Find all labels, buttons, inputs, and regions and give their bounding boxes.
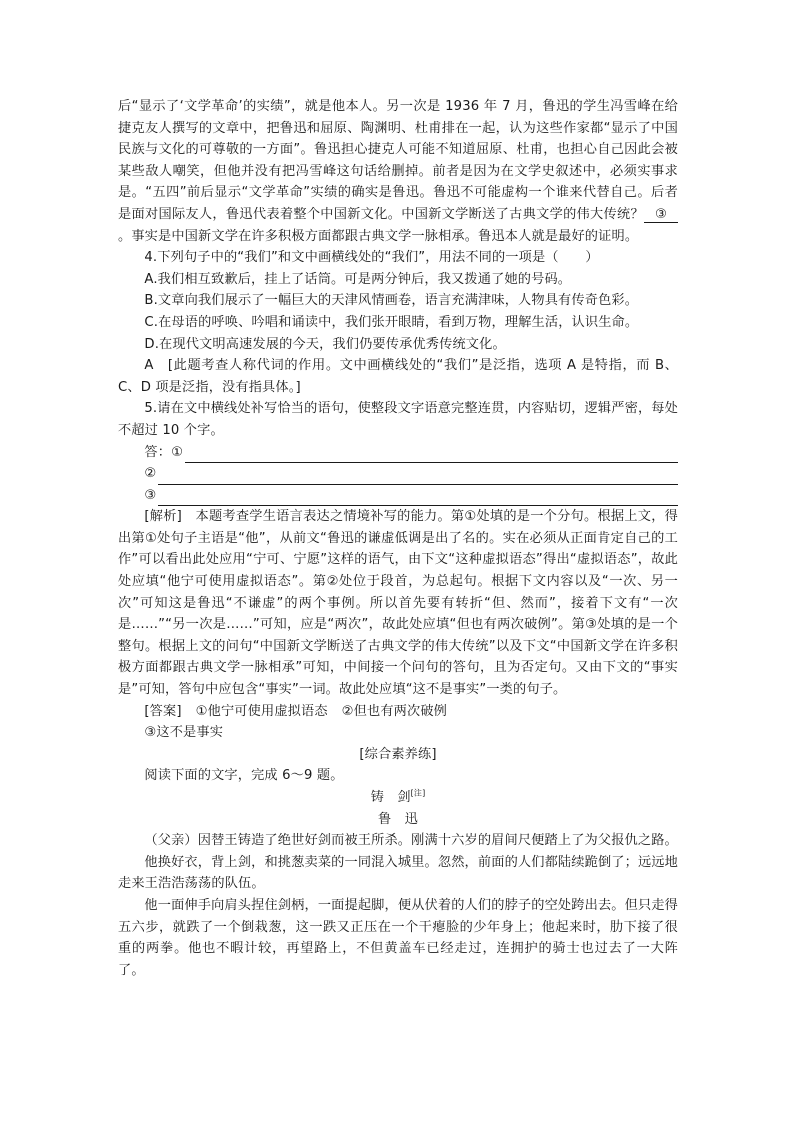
answer-line-3	[118, 485, 678, 507]
answer-tag: [答案]	[144, 703, 182, 719]
answer-item-3: ③这不是事实	[144, 725, 224, 741]
question-4-option-d: D.在现代文明高速发展的今天，我们仍要传承优秀传统文化。	[144, 336, 506, 352]
story-author: 鲁 迅	[377, 811, 418, 827]
answer-blank-1	[185, 448, 678, 463]
fill-blank-3: ③	[644, 207, 678, 223]
story-note-mark: [注]	[410, 788, 426, 798]
passage-paragraph	[118, 96, 678, 247]
story-title-text: 铸 剑	[370, 790, 411, 805]
section-intro: 阅读下面的文字，完成 6～9 题。	[144, 768, 344, 784]
question-5-stem: 5.请在文中横线处补写恰当的语句，使整段文字语意完整连贯，内容贴切，逻辑严密，每处不超过 10 个字。	[118, 401, 678, 438]
question-4-answer: A [此题考查人称代词的作用。文中画横线处的“我们”是泛指，选项 A 是特指，而 B、C、D 项是泛指，没有指具体。]	[118, 358, 678, 395]
question-5-analysis: [解析] 本题考查学生语言表达之情境补写的能力。第①处填的是一个分句。根据上文，得出第①处句子主语是“他”，从前文“鲁迅的谦虚低调是出了名的。实在必须从正面肯定自己的工作”可以看出此处应用“宁可、宁愿”这样的语气，由下文“这种虚拟语态”得出“虚拟语态”，故此处应填“他宁可使用虚拟语态”。第②处位于段首，为总起句。根据下文内容以及“一次、另一次”可知这是鲁迅“不谦虚”的两个事例。所以首先要有转折“但、然而”，接着下文有“一次是……”“另一次是……”可知，应是“两次”，故此处应填“但也有两次破例”。第③处填的是一个整句。根据上文的问句“中国新文学断送了古典文学的伟大传统”以及下文“中国新文学在许多积极方面都跟古典文学一脉相承”可知，中间接一个问句的答句，且为否定句。又由下文的“事实是”可知，答句中应包含“事实”一词。故此处应填“这不是事实”一类的句子。	[118, 509, 678, 698]
question-4-option-a: A.我们相互致歉后，挂上了话筒。可是两分钟后，我又拨通了她的号码。	[144, 271, 572, 287]
question-4-option-b: B.文章向我们展示了一幅巨大的天津风情画卷，语言充满津味，人物具有传奇色彩。	[144, 293, 639, 309]
answer-item-2: ②但也有两次破例	[341, 703, 448, 719]
answer-blank-3	[158, 491, 678, 506]
story-title	[118, 787, 678, 809]
answer-mark-2: ②	[144, 466, 157, 482]
passage-text-end: 。事实是中国新文学在许多积极方面都跟古典文学一脉相承。鲁迅本人就是最好的证明。	[118, 228, 639, 244]
story-paragraph-3: 他一面伸手向肩头捏住剑柄，一面提起脚，便从伏着的人们的脖子的空处跨出去。但只走得五六步，就跌了一个倒栽葱，这一跌又正压在一个干瘪脸的少年身上；他起来时，肋下接了很重的两拳。他也不暇计较，再望路上，不但黄盖车已经走过，连拥护的骑士也过去了一大阵了。	[118, 897, 678, 978]
story-paragraph-1: （父亲）因替王铸造了绝世好剑而被王所杀。刚满十六岁的眉间尺便踏上了为父报仇之路。	[144, 833, 678, 849]
answer-item-1: ①他宁可使用虚拟语态	[195, 703, 328, 719]
answer-blank-2	[158, 470, 678, 485]
question-4-stem: 4.下列句子中的“我们”和文中画横线处的“我们”，用法不同的一项是（ ）	[144, 250, 599, 266]
answer-line-2	[118, 463, 678, 485]
answer-mark-3: ③	[144, 487, 157, 503]
question-4-option-c: C.在母语的呼唤、吟唱和诵读中，我们张开眼睛，看到万物，理解生活，认识生命。	[144, 314, 639, 330]
question-5-answer	[118, 701, 678, 723]
section-heading: [综合素养练]	[359, 746, 437, 762]
story-paragraph-2: 他换好衣，背上剑，和挑葱卖菜的一同混入城里。忽然，前面的人们都陆续跪倒了；远远地走来王浩浩荡荡的队伍。	[118, 854, 678, 892]
passage-text: 后“显示了‘文学革命’的实绩”，就是他本人。另一次是 1936 年 7 月，鲁迅的学生冯雪峰在给捷克友人撰写的文章中，把鲁迅和屈原、陶渊明、杜甫排在一起，认为这些作家都“显示了中国民族与文化的可尊敬的一方面”。鲁迅担心捷克人可能不知道屈原、杜甫，也担心自己因此会被某些敌人嘲笑，但他并没有把冯雪峰这句话给删掉。前者是因为在文学史叙述中，必须实事求是。“五四”前后显示“文学革命”实绩的确实是鲁迅。鲁迅不可能虚构一个谁来代替自己。后者是面对国际友人，鲁迅代表着整个中国新文化。中国新文学断送了古典文学的伟大传统？	[118, 99, 678, 222]
document-page	[118, 96, 678, 981]
answer-label: 答：①	[144, 444, 184, 460]
answer-line-1	[118, 442, 678, 464]
